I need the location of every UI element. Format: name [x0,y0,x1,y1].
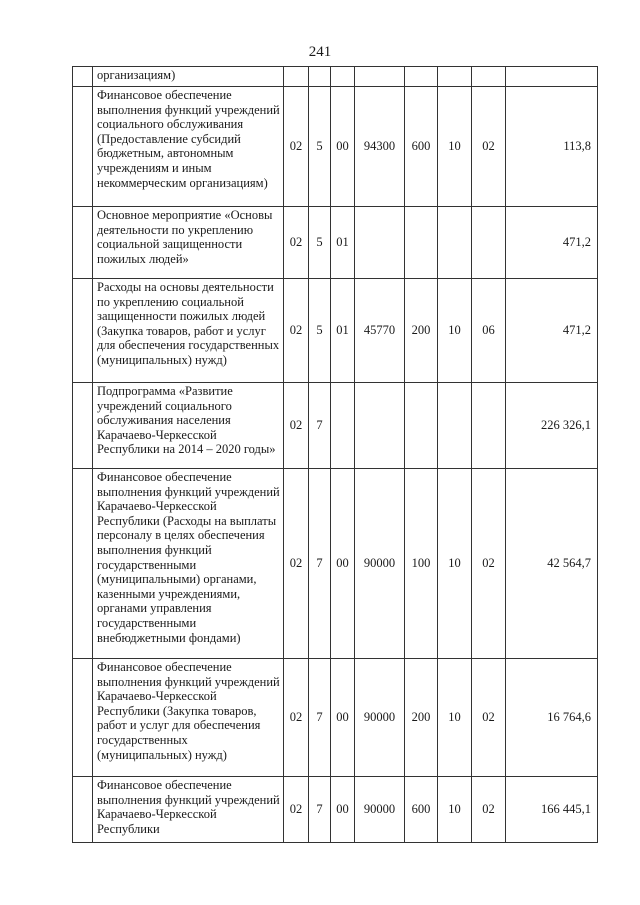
code-gp-cell: 02 [284,87,309,207]
code-subsection-cell [472,383,506,469]
code-direction-cell: 90000 [355,659,405,777]
code-gp-cell: 02 [284,659,309,777]
code-subsection-cell [472,207,506,279]
row-name-cell: Подпрограмма «Развитие учреждений социального обслуживания населения Карачаево-Черкесской Республики на 2014 – 2020 годы» [93,383,284,469]
code-section-cell: 10 [438,659,472,777]
code-expense-type-cell: 600 [405,87,438,207]
row-number-cell [73,87,93,207]
code-gp-cell: 02 [284,383,309,469]
amount-cell: 113,8 [506,87,598,207]
page-number: 241 [308,44,332,60]
code-subsection-cell: 02 [472,777,506,843]
code-om-cell: 00 [331,469,355,659]
code-subsection-cell: 06 [472,279,506,383]
table-row [73,67,598,87]
table-row [73,207,598,279]
row-number-cell [73,469,93,659]
row-number-cell [73,207,93,279]
code-subsection-cell: 02 [472,469,506,659]
code-section-cell: 10 [438,777,472,843]
code-expense-type-cell [405,383,438,469]
budget-table [72,66,598,843]
code-om-cell [331,383,355,469]
table-row [73,383,598,469]
code-direction-cell: 90000 [355,469,405,659]
amount-cell: 226 326,1 [506,383,598,469]
code-gp-cell [284,67,309,87]
code-expense-type-cell [405,67,438,87]
table-row [73,659,598,777]
row-name-cell: Основное мероприятие «Основы деятельности по укреплению социальной защищенности пожилых людей» [93,207,284,279]
code-gp-cell: 02 [284,469,309,659]
code-om-cell [331,67,355,87]
code-pp-cell: 7 [309,777,331,843]
code-expense-type-cell [405,207,438,279]
code-om-cell: 01 [331,207,355,279]
code-pp-cell: 7 [309,469,331,659]
code-pp-cell: 5 [309,207,331,279]
code-om-cell: 01 [331,279,355,383]
code-gp-cell: 02 [284,279,309,383]
row-name-cell: Финансовое обеспечение выполнения функций учреждений Карачаево-Черкесской Республики (Расходы на выплаты персоналу в целях обеспечения выполнения функций государственными (муниципальными) органами, казенными учреждениями, органами управления государственными внебюджетными фондами) [93,469,284,659]
code-subsection-cell [472,67,506,87]
amount-cell: 42 564,7 [506,469,598,659]
code-direction-cell [355,383,405,469]
code-direction-cell: 45770 [355,279,405,383]
code-direction-cell: 94300 [355,87,405,207]
code-pp-cell: 5 [309,87,331,207]
amount-cell [506,67,598,87]
row-name-cell: Расходы на основы деятельности по укреплению социальной защищенности пожилых людей (Закупка товаров, работ и услуг для обеспечения государственных (муниципальных) нужд) [93,279,284,383]
code-gp-cell: 02 [284,207,309,279]
amount-cell: 16 764,6 [506,659,598,777]
row-number-cell [73,777,93,843]
code-section-cell: 10 [438,87,472,207]
table-row [73,469,598,659]
row-name-cell: Финансовое обеспечение выполнения функций учреждений социального обслуживания (Предоставление субсидий бюджетным, автономным учреждениям и иным некоммерческим организациям) [93,87,284,207]
table-row [73,87,598,207]
code-section-cell [438,207,472,279]
code-section-cell [438,67,472,87]
row-number-cell [73,67,93,87]
code-expense-type-cell: 200 [405,279,438,383]
code-section-cell: 10 [438,469,472,659]
code-direction-cell: 90000 [355,777,405,843]
row-number-cell [73,383,93,469]
code-om-cell: 00 [331,777,355,843]
code-direction-cell [355,67,405,87]
code-subsection-cell: 02 [472,659,506,777]
code-gp-cell: 02 [284,777,309,843]
code-om-cell: 00 [331,87,355,207]
code-pp-cell: 7 [309,383,331,469]
row-name-cell: Финансовое обеспечение выполнения функций учреждений Карачаево-Черкесской Республики (Закупка товаров, работ и услуг для обеспечения государственных (муниципальных) нужд) [93,659,284,777]
budget-table-body [73,67,598,843]
code-section-cell [438,383,472,469]
amount-cell: 166 445,1 [506,777,598,843]
row-number-cell [73,659,93,777]
amount-cell: 471,2 [506,279,598,383]
table-row [73,777,598,843]
row-name-cell: организациям) [93,67,284,87]
code-pp-cell: 5 [309,279,331,383]
code-expense-type-cell: 200 [405,659,438,777]
code-expense-type-cell: 100 [405,469,438,659]
code-expense-type-cell: 600 [405,777,438,843]
code-subsection-cell: 02 [472,87,506,207]
code-om-cell: 00 [331,659,355,777]
code-pp-cell [309,67,331,87]
row-name-cell: Финансовое обеспечение выполнения функций учреждений Карачаево-Черкесской Республики [93,777,284,843]
amount-cell: 471,2 [506,207,598,279]
code-direction-cell [355,207,405,279]
code-pp-cell: 7 [309,659,331,777]
table-row [73,279,598,383]
code-section-cell: 10 [438,279,472,383]
row-number-cell [73,279,93,383]
